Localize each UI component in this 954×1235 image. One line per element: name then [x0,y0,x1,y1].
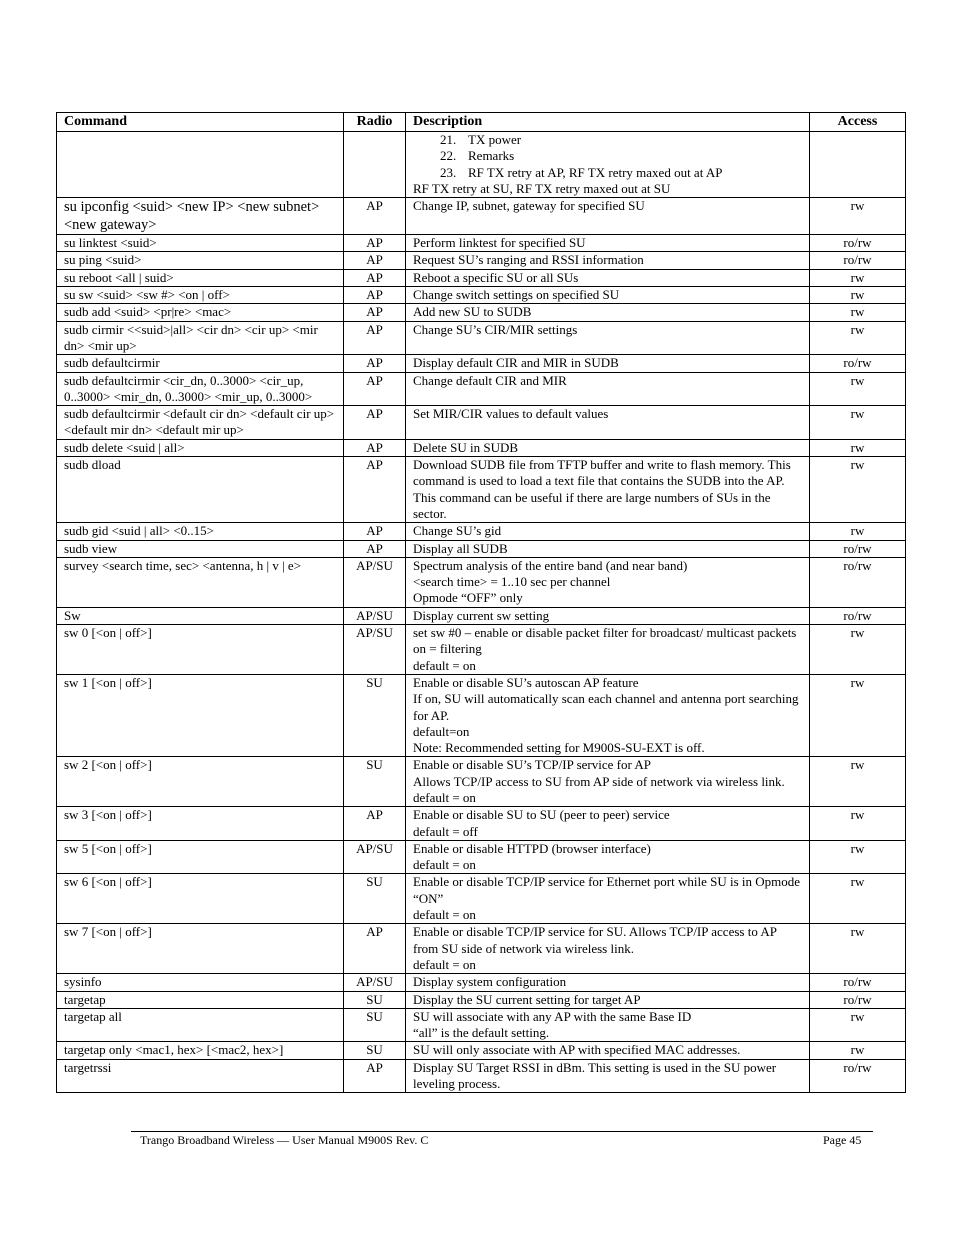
description-line: Request SU’s ranging and RSSI information [413,252,644,268]
radio-cell: AP/SU [344,840,406,874]
access-cell: ro/rw [810,974,906,991]
description-line: Allows TCP/IP access to SU from AP side of network via wireless link. [413,773,785,789]
description-cell [406,523,810,540]
command-cell: targetrssi [57,1059,344,1093]
description-line: Display current sw setting [413,607,550,623]
description-line: SU will only associate with AP with specified MAC addresses. [413,1042,741,1058]
description-line: set sw #0 – enable or disable packet filter for broadcast/ multicast packets [413,625,797,641]
description-line: Reboot a specific SU or all SUs [413,269,579,285]
command-cell: su ipconfig <suid> <new IP> <new subnet> <new gateway> [57,198,344,235]
command-cell: su ping <suid> [57,252,344,269]
description-cell [406,991,810,1008]
description-cell [406,1008,810,1042]
description-line: Change SU’s CIR/MIR settings [413,321,578,337]
description-cell [406,874,810,924]
radio-cell: SU [344,757,406,807]
access-cell: rw [810,1008,906,1042]
access-cell: rw [810,406,906,440]
description-line: on = filtering [413,641,482,657]
command-cell: sysinfo [57,974,344,991]
continuation-access-cell [810,132,906,198]
access-cell: ro/rw [810,252,906,269]
description-line: <search time> = 1..10 sec per channel [413,574,611,590]
description-line: default = on [413,657,476,673]
radio-cell: AP [344,439,406,456]
command-cell: survey <search time, sec> <antenna, h | v | e> [57,557,344,607]
access-cell: rw [810,1042,906,1059]
description-cell [406,304,810,321]
description-line: default = on [413,857,476,873]
access-cell: rw [810,287,906,304]
description-line: Note: Recommended setting for M900S-SU-EXT is off. [413,740,705,756]
table-row [57,439,906,456]
command-cell: su reboot <all | suid> [57,269,344,286]
command-cell: sudb add <suid> <pr|re> <mac> [57,304,344,321]
description-cell [406,807,810,841]
radio-cell: AP [344,924,406,974]
radio-cell: AP [344,252,406,269]
access-cell: rw [810,757,906,807]
description-cell [406,457,810,523]
table-row [57,457,906,523]
description-cell [406,1042,810,1059]
radio-cell: AP [344,269,406,286]
description-line: Change switch settings on specified SU [413,287,620,303]
description-cell [406,355,810,372]
radio-cell: AP [344,321,406,355]
access-cell: rw [810,625,906,675]
description-line: Enable or disable HTTPD (browser interface) [413,840,651,856]
description-cell [406,840,810,874]
description-line: Change IP, subnet, gateway for specified SU [413,198,645,214]
table-row [57,287,906,304]
radio-cell: SU [344,991,406,1008]
command-cell: targetap all [57,1008,344,1042]
header-radio: Radio [344,113,406,132]
description-cell [406,1059,810,1093]
description-line: Enable or disable SU to SU (peer to peer) service [413,807,670,823]
table-header-row [57,113,906,132]
description-line: Display the SU current setting for target AP [413,991,641,1007]
description-cell [406,439,810,456]
access-cell: ro/rw [810,607,906,624]
table-row [57,304,906,321]
description-line: Display default CIR and MIR in SUDB [413,355,619,371]
radio-cell: AP [344,540,406,557]
access-cell: rw [810,321,906,355]
continuation-extra-line: RF TX retry at SU, RF TX retry maxed out at SU [413,180,671,196]
access-cell: rw [810,198,906,235]
description-cell [406,924,810,974]
access-cell: rw [810,269,906,286]
table-row [57,991,906,1008]
radio-cell: AP [344,372,406,406]
command-cell: sudb gid <suid | all> <0..15> [57,523,344,540]
access-cell: rw [810,304,906,321]
table-row [57,1008,906,1042]
description-cell [406,557,810,607]
table-row [57,321,906,355]
radio-cell: SU [344,874,406,924]
table-row [57,625,906,675]
description-line: Display all SUDB [413,540,508,556]
command-cell: sw 7 [<on | off>] [57,924,344,974]
description-line: Change default CIR and MIR [413,372,567,388]
header-description: Description [406,113,810,132]
description-cell [406,674,810,756]
description-line: “all” is the default setting. [413,1025,550,1041]
access-cell: ro/rw [810,557,906,607]
radio-cell: SU [344,674,406,756]
description-line: default=on [413,723,470,739]
command-cell: sw 6 [<on | off>] [57,874,344,924]
description-line: Perform linktest for specified SU [413,235,586,251]
radio-cell: SU [344,1042,406,1059]
radio-cell: AP [344,523,406,540]
access-cell: rw [810,439,906,456]
command-cell: sudb defaultcirmir <default cir dn> <default cir up> <default mir dn> <default mir up> [57,406,344,440]
command-cell: sudb dload [57,457,344,523]
access-cell: ro/rw [810,991,906,1008]
footer-title: Trango Broadband Wireless — User Manual M900S Rev. C [140,1133,429,1147]
continuation-row [57,132,906,198]
access-cell: rw [810,924,906,974]
description-line: Change SU’s gid [413,523,502,539]
description-cell [406,252,810,269]
description-line: Delete SU in SUDB [413,439,519,455]
header-command: Command [57,113,344,132]
command-cell: sw 1 [<on | off>] [57,674,344,756]
radio-cell: AP [344,355,406,372]
description-line: Opmode “OFF” only [413,590,523,606]
table-row [57,355,906,372]
numbered-item: 21. TX power [440,132,522,147]
description-line: default = on [413,956,476,972]
description-line: Display SU Target RSSI in dBm. This setting is used in the SU power leveling process. [413,1059,777,1092]
description-line: Display system configuration [413,974,567,990]
table-row [57,523,906,540]
radio-cell: AP [344,235,406,252]
radio-cell: AP/SU [344,607,406,624]
header-access: Access [810,113,906,132]
table-row [57,807,906,841]
access-cell: ro/rw [810,540,906,557]
description-cell [406,269,810,286]
command-cell: sw 2 [<on | off>] [57,757,344,807]
description-line: Set MIR/CIR values to default values [413,406,609,422]
description-cell [406,607,810,624]
description-line: default = on [413,789,476,805]
command-cell: sudb defaultcirmir <cir_dn, 0..3000> <cir_up, 0..3000> <mir_dn, 0..3000> <mir_up, 0..3000> [57,372,344,406]
numbered-item: 22. Remarks [440,148,515,164]
table-row [57,840,906,874]
table-row [57,1042,906,1059]
table-row [57,607,906,624]
command-cell: sudb cirmir <<suid>|all> <cir dn> <cir up> <mir dn> <mir up> [57,321,344,355]
command-cell: sudb view [57,540,344,557]
radio-cell: AP [344,1059,406,1093]
command-cell: sudb delete <suid | all> [57,439,344,456]
description-line: default = on [413,907,476,923]
continuation-description-cell [406,132,810,198]
description-line: If on, SU will automatically scan each channel and antenna port searching for AP. [413,691,799,723]
command-cell: sudb defaultcirmir [57,355,344,372]
radio-cell: AP [344,304,406,321]
description-line: Spectrum analysis of the entire band (and near band) [413,557,688,573]
description-cell [406,287,810,304]
description-cell [406,540,810,557]
description-line: Enable or disable TCP/IP service for Ethernet port while SU is in Opmode “ON” [413,874,801,906]
radio-cell: SU [344,1008,406,1042]
command-table [56,112,906,1093]
description-line: Enable or disable TCP/IP service for SU. Allows TCP/IP access to AP from SU side of network via wireless link. [413,924,777,956]
radio-cell: AP/SU [344,974,406,991]
radio-cell: AP/SU [344,557,406,607]
table-row [57,269,906,286]
table-row [57,540,906,557]
description-cell [406,406,810,440]
access-cell: ro/rw [810,355,906,372]
description-line: Enable or disable SU’s TCP/IP service for AP [413,757,651,773]
command-cell: targetap [57,991,344,1008]
description-line: SU will associate with any AP with the same Base ID [413,1008,692,1024]
command-cell: sw 3 [<on | off>] [57,807,344,841]
table-row [57,252,906,269]
table-row [57,674,906,756]
access-cell: rw [810,372,906,406]
radio-cell: AP [344,807,406,841]
description-line: Enable or disable SU’s autoscan AP feature [413,674,639,690]
continuation-radio-cell [344,132,406,198]
description-cell [406,625,810,675]
command-cell: su sw <suid> <sw #> <on | off> [57,287,344,304]
table-row [57,372,906,406]
description-line: Add new SU to SUDB [413,304,532,320]
description-line: Download SUDB file from TFTP buffer and write to flash memory. This command is used to load a text file that contains the SUDB into the AP. This command can be useful if there are large numbers of SUs in the sector. [413,457,791,521]
command-cell: sw 5 [<on | off>] [57,840,344,874]
radio-cell: AP [344,457,406,523]
table-row [57,235,906,252]
footer-rule [131,1131,873,1132]
access-cell: ro/rw [810,1059,906,1093]
radio-cell: AP [344,287,406,304]
page-number: Page 45 [823,1133,862,1147]
description-cell [406,321,810,355]
command-cell: su linktest <suid> [57,235,344,252]
description-cell [406,372,810,406]
table-row [57,757,906,807]
table-row [57,557,906,607]
table-row [57,198,906,235]
numbered-item: 23. RF TX retry at AP, RF TX retry maxed out at AP [440,164,723,180]
access-cell: rw [810,807,906,841]
table-row [57,924,906,974]
radio-cell: AP/SU [344,625,406,675]
access-cell: ro/rw [810,235,906,252]
access-cell: rw [810,457,906,523]
command-cell: Sw [57,607,344,624]
access-cell: rw [810,523,906,540]
command-cell: targetap only <mac1, hex> [<mac2, hex>] [57,1042,344,1059]
description-cell [406,974,810,991]
table-row [57,974,906,991]
command-cell: sw 0 [<on | off>] [57,625,344,675]
table-row [57,1059,906,1093]
table-row [57,874,906,924]
access-cell: rw [810,874,906,924]
continuation-command-cell [57,132,344,198]
access-cell: rw [810,840,906,874]
description-cell [406,198,810,235]
description-line: default = off [413,823,478,839]
table-row [57,406,906,440]
radio-cell: AP [344,198,406,235]
access-cell: rw [810,674,906,756]
description-cell [406,757,810,807]
radio-cell: AP [344,406,406,440]
description-cell [406,235,810,252]
